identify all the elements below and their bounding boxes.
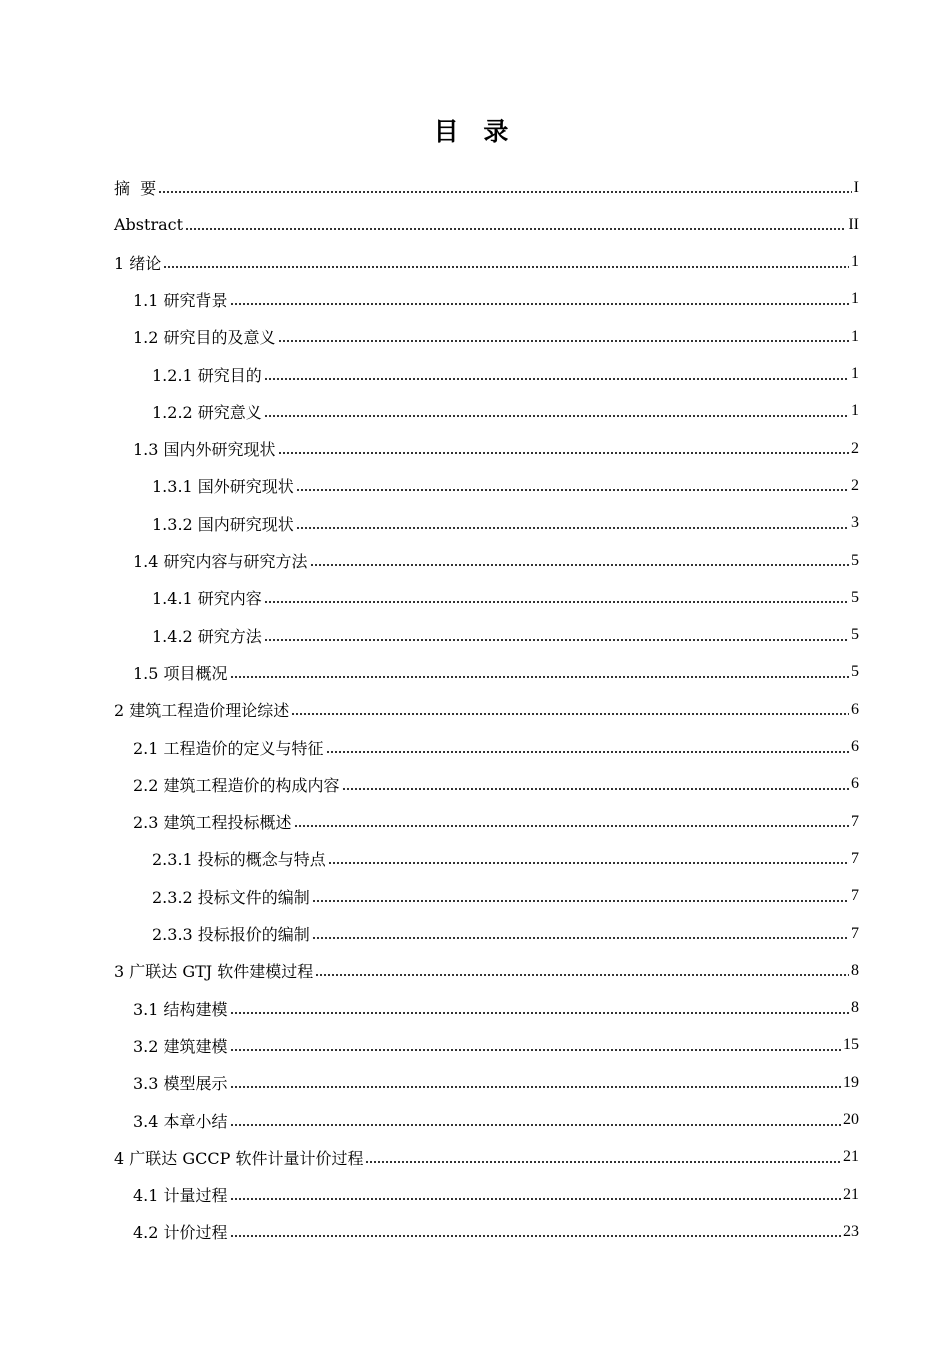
toc-dot-leader [296, 525, 849, 531]
toc-entry[interactable] [114, 206, 859, 243]
toc-dot-leader [264, 637, 849, 643]
toc-page-number: 5 [851, 588, 859, 606]
toc-page-number: 3 [851, 514, 859, 532]
toc-page-number: 1 [851, 327, 859, 345]
toc-entry[interactable] [152, 878, 859, 915]
toc-dot-leader [158, 189, 851, 195]
toc-entry[interactable] [152, 356, 859, 393]
toc-page-number: 8 [851, 999, 859, 1017]
toc-entry[interactable] [133, 990, 859, 1027]
toc-entry[interactable] [133, 1102, 859, 1139]
toc-dot-leader [315, 972, 849, 978]
toc-entry-text: 1.2 研究目的及意义 [133, 328, 276, 348]
toc-entry[interactable] [152, 579, 859, 616]
toc-entry[interactable] [114, 169, 859, 206]
toc-dot-leader [230, 1010, 849, 1016]
toc-page-number: 7 [851, 924, 859, 942]
toc-entry-text: 1.5 项目概况 [133, 663, 228, 683]
toc-page-number: 20 [843, 1111, 859, 1128]
toc-entry-text: 3.2 建筑建模 [133, 1036, 228, 1056]
toc-entry-text: 1.4.1 研究内容 [152, 589, 262, 609]
toc-entry-text: 1.3.1 国外研究现状 [152, 477, 294, 497]
toc-dot-leader [328, 860, 849, 866]
toc-dot-leader [342, 786, 849, 792]
toc-entry-text: 1.2.1 研究目的 [152, 365, 262, 385]
toc-dot-leader [230, 1047, 841, 1053]
toc-entry[interactable] [133, 281, 859, 318]
toc-page-number: 6 [851, 700, 859, 718]
toc-page-number: 7 [851, 849, 859, 867]
toc-entry-text: 4 广联达 GCCP 软件计量计价过程 [114, 1148, 364, 1168]
toc-entry[interactable] [152, 617, 859, 654]
toc-dot-leader [230, 1233, 841, 1239]
toc-page-number: 1 [851, 402, 859, 420]
toc-entry[interactable] [152, 467, 859, 504]
toc-dot-leader [312, 935, 849, 941]
toc-entry-text: 2.3.3 投标报价的编制 [152, 925, 310, 944]
toc-entry-text: 4.2 计价过程 [133, 1223, 228, 1243]
toc-page-number: 21 [843, 1185, 859, 1203]
toc-entry-text: 1.4.2 研究方法 [152, 626, 262, 646]
toc-dot-leader [230, 674, 849, 680]
toc-entry[interactable] [114, 244, 859, 281]
toc-entry[interactable] [133, 803, 859, 840]
toc-page-number: 15 [843, 1036, 859, 1054]
toc-dot-leader [264, 599, 849, 605]
toc-dot-leader [230, 1084, 841, 1090]
toc-dot-leader [264, 413, 849, 419]
toc-entry[interactable] [133, 542, 859, 579]
toc-entry-text: 1.4 研究内容与研究方法 [133, 552, 308, 571]
toc-page-number: 19 [843, 1073, 859, 1091]
toc-entry-text: 2.2 建筑工程造价的构成内容 [133, 775, 340, 795]
toc-entry-text: 1.2.2 研究意义 [152, 402, 262, 422]
toc-entry-text: 2 建筑工程造价理论综述 [114, 701, 290, 721]
toc-entry-text: 3.4 本章小结 [133, 1111, 228, 1131]
toc-page-number: 21 [843, 1148, 859, 1166]
toc-page-number: 6 [851, 775, 859, 793]
toc-dot-leader [264, 376, 849, 382]
toc-page-number: 23 [843, 1222, 859, 1240]
toc-dot-leader [326, 749, 849, 755]
toc-entry-text: 2.3.2 投标文件的编制 [152, 887, 310, 907]
toc-entry[interactable] [133, 766, 859, 803]
toc-dot-leader [230, 301, 849, 307]
toc-entry[interactable] [133, 654, 859, 691]
toc-page-number: 8 [851, 961, 859, 979]
toc-page-number: I [853, 178, 859, 196]
toc-page-number: 1 [851, 365, 859, 382]
toc-entry[interactable] [152, 840, 859, 877]
toc-entry-text: 1.1 研究背景 [133, 290, 228, 310]
toc-entry-text: 3.3 模型展示 [133, 1074, 228, 1094]
toc-entry-text: 4.1 计量过程 [133, 1186, 228, 1206]
toc-page-number: 1 [851, 290, 859, 308]
toc-entry[interactable] [114, 952, 859, 989]
toc-entry[interactable] [133, 1176, 859, 1213]
toc-page-number: 2 [851, 476, 859, 494]
toc-page-number: 1 [851, 253, 859, 271]
toc-page-number: 5 [851, 551, 859, 569]
toc-dot-leader [310, 562, 849, 568]
toc-entry[interactable] [133, 729, 859, 766]
toc-entry[interactable] [133, 318, 859, 355]
toc-entry-text: 3 广联达 GTJ 软件建模过程 [114, 962, 314, 982]
toc-entry-text: 2.3 建筑工程投标概述 [133, 813, 292, 833]
toc-entry-text: 摘 要 [114, 179, 157, 198]
toc-entry-text: 3.1 结构建模 [133, 999, 228, 1019]
toc-entry[interactable] [152, 915, 859, 952]
toc-dot-leader [230, 1122, 841, 1128]
toc-page-number: 7 [851, 812, 859, 830]
toc-dot-leader [278, 338, 849, 344]
toc-entry-text: 2.1 工程造价的定义与特征 [133, 738, 324, 758]
toc-title: 目 录 [433, 117, 517, 146]
toc-dot-leader [185, 226, 846, 232]
toc-dot-leader [230, 1196, 841, 1202]
toc-dot-leader [291, 711, 849, 717]
toc-dot-leader [312, 898, 849, 904]
toc-page-number: 6 [851, 738, 859, 755]
toc-dot-leader [296, 487, 849, 493]
toc-entry-text: 2.3.1 投标的概念与特点 [152, 850, 326, 870]
toc-page-number: 2 [851, 439, 859, 457]
toc-page-number: 5 [851, 663, 859, 681]
toc-entry[interactable] [133, 1064, 859, 1101]
toc-entry[interactable] [114, 1139, 859, 1176]
toc-entry[interactable] [133, 430, 859, 467]
toc-page-number: II [848, 215, 859, 233]
toc-entry-text: Abstract [114, 215, 184, 235]
toc-entry-text: 1.3 国内外研究现状 [133, 440, 276, 460]
toc-entry-text: 1.3.2 国内研究现状 [152, 514, 294, 534]
toc-entry[interactable] [114, 691, 859, 728]
toc-page-number: 5 [851, 626, 859, 644]
toc-entry[interactable] [133, 1027, 859, 1064]
toc-dot-leader [163, 264, 849, 270]
toc-entry[interactable] [133, 1213, 859, 1250]
toc-entry[interactable] [152, 505, 859, 542]
toc-dot-leader [365, 1159, 841, 1165]
toc-entry-text: 1 绪论 [114, 253, 162, 273]
toc-dot-leader [294, 823, 849, 829]
toc-page-number: 7 [851, 887, 859, 905]
toc-entry[interactable] [152, 393, 859, 430]
toc-dot-leader [278, 450, 849, 456]
